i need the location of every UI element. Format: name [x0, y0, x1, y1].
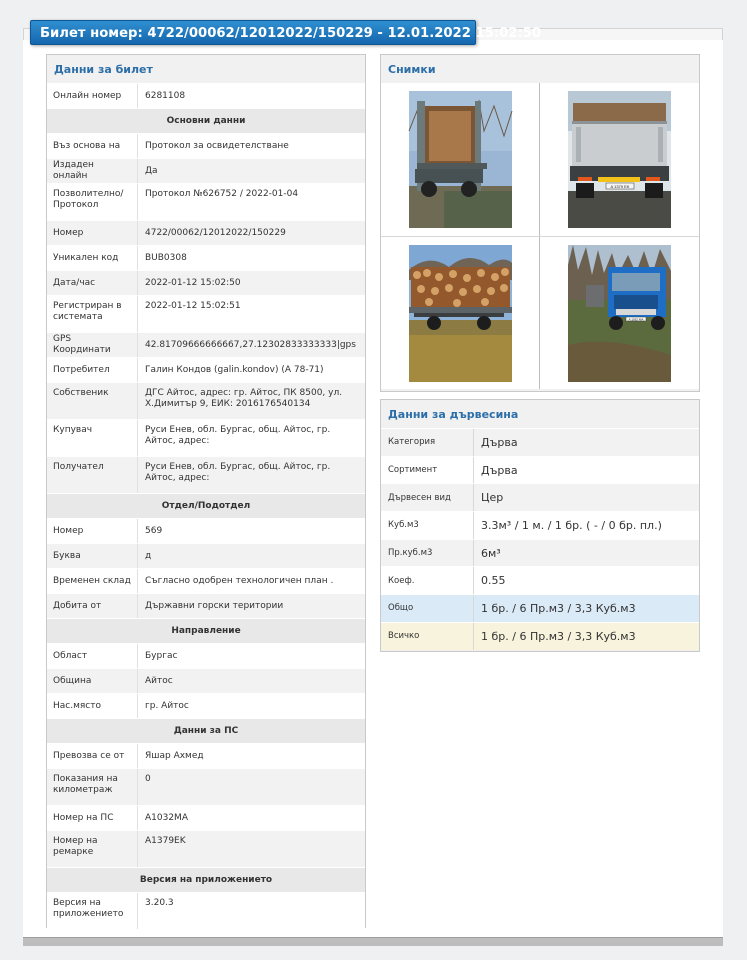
- plate-rear-text: A 1379 EK: [610, 184, 630, 189]
- ticket-row: [47, 830, 365, 867]
- photos-panel: [380, 54, 700, 392]
- plate-front-text: A 1032 MA: [628, 317, 644, 321]
- ticket-row-value: Съгласно одобрен технологичен план .: [145, 575, 334, 586]
- photo-trailer-side[interactable]: [409, 245, 512, 382]
- ticket-row: [47, 892, 365, 929]
- ticket-row-label: Община: [47, 669, 138, 693]
- wood-row-label: Куб.м3: [381, 512, 474, 539]
- ticket-row: [47, 593, 365, 618]
- ticket-row: [47, 768, 365, 805]
- ticket-row-value: 42.81709666666667,27.12302833333333|gps: [145, 339, 356, 350]
- ticket-row-label: Номер: [47, 519, 138, 543]
- ticket-row-value: 2022-01-12 15:02:50: [145, 277, 241, 288]
- ticket-row-value: Руси Енев, обл. Бургас, общ. Айтос, гр. Айтос, адрес:: [145, 425, 331, 446]
- ticket-row: [47, 518, 365, 543]
- wood-row: [381, 539, 699, 567]
- ticket-row-label: Онлайн номер: [47, 84, 138, 108]
- ticket-row-label: Дата/час: [47, 271, 138, 295]
- ticket-row-label: Купувач: [47, 420, 138, 456]
- ticket-row-value: 0: [145, 774, 151, 784]
- wood-row-value: 1 бр. / 6 Пр.м3 / 3,3 Куб.м3: [481, 601, 636, 615]
- ticket-row-label: Версия на приложението: [47, 893, 138, 929]
- ticket-row: [47, 245, 365, 270]
- photo-cell[interactable]: [381, 83, 540, 236]
- wood-row-label: Сортимент: [381, 457, 474, 484]
- ticket-row-label: GPS Координати: [47, 333, 138, 357]
- wood-row-value: 3.3м³ / 1 м. / 1 бр. ( - / 0 бр. пл.): [481, 518, 662, 532]
- ticket-row-value: Галин Кондов (galin.kondov) (A 78-71): [145, 364, 324, 375]
- ticket-row-value: A1379EK: [145, 836, 186, 846]
- photo-trailer-rear[interactable]: [409, 91, 512, 228]
- ticket-row: [47, 83, 365, 108]
- wood-row-value: 1 бр. / 6 Пр.м3 / 3,3 Куб.м3: [481, 629, 636, 643]
- ticket-row-label: Потребител: [47, 358, 138, 382]
- ticket-row-label: Нас.място: [47, 694, 138, 718]
- section-header: Версия на приложението: [47, 867, 365, 892]
- ticket-row-label: Показания на километраж: [47, 769, 138, 805]
- wood-row-label: Всичко: [381, 623, 474, 650]
- wood-data-panel: [380, 399, 700, 652]
- wood-row: [381, 483, 699, 511]
- ticket-row-value: Да: [145, 165, 158, 176]
- ticket-row-value: ДГС Айтос, адрес: гр. Айтос, ПК 8500, ул. Х.Димитър 9, ЕИК: 2016176540134: [145, 388, 343, 409]
- ticket-row-value: Бургас: [145, 650, 178, 661]
- ticket-title-bar: Билет номер: 4722/00062/12012022/150229 - 12.01.2022 15:02:50: [30, 20, 476, 45]
- photo-cell[interactable]: [381, 236, 540, 389]
- wood-data-table: [381, 428, 699, 650]
- ticket-row-label: Буква: [47, 544, 138, 568]
- ticket-row-value: Протокол №626752 / 2022-01-04: [145, 189, 299, 199]
- horizontal-scrollbar[interactable]: [23, 937, 723, 946]
- ticket-row-label: Превозва се от: [47, 744, 138, 768]
- wood-row: [381, 456, 699, 484]
- ticket-row-label: Номер на ПС: [47, 806, 138, 830]
- ticket-row-label: Въз основа на: [47, 134, 138, 158]
- ticket-row: [47, 220, 365, 245]
- wood-row-label: Дървесен вид: [381, 484, 474, 511]
- ticket-panel-title: Данни за билет: [54, 63, 153, 76]
- ticket-row-label: Номер на ремарке: [47, 831, 138, 867]
- ticket-row-label: Издаден онлайн: [47, 159, 138, 183]
- ticket-row-value: Яшар Ахмед: [145, 750, 204, 761]
- wood-panel-title: Данни за дървесина: [388, 408, 519, 421]
- ticket-row-value: 569: [145, 525, 163, 536]
- wood-row-label: Категория: [381, 429, 474, 456]
- wood-row-label: Общо: [381, 595, 474, 622]
- ticket-row: [47, 295, 365, 332]
- ticket-row-value: 4722/00062/12012022/150229: [145, 227, 286, 238]
- photo-grid: [381, 83, 699, 389]
- ticket-row-label: Уникален код: [47, 246, 138, 270]
- ticket-row-label: Регистриран в системата: [47, 296, 138, 332]
- ticket-row: [47, 568, 365, 593]
- wood-grand-total-row: [381, 622, 699, 650]
- ticket-row-label: Област: [47, 644, 138, 668]
- ticket-row: [47, 693, 365, 718]
- wood-row-value: 6м³: [481, 546, 501, 560]
- wood-total-row: [381, 594, 699, 622]
- section-header: Основни данни: [47, 108, 365, 133]
- ticket-row: [47, 743, 365, 768]
- photo-cell[interactable]: [540, 83, 699, 236]
- wood-row-label: Коеф.: [381, 567, 474, 594]
- section-header: Данни за ПС: [47, 718, 365, 743]
- ticket-row-label: Собственик: [47, 383, 138, 419]
- ticket-row: [47, 543, 365, 568]
- section-header: Направление: [47, 618, 365, 643]
- photos-panel-title: Снимки: [388, 63, 436, 76]
- ticket-row: [47, 270, 365, 295]
- wood-row-label: Пр.куб.м3: [381, 540, 474, 567]
- ticket-row-value: Държавни горски територии: [145, 600, 284, 611]
- wood-row-value: Дърва: [481, 435, 518, 449]
- ticket-row-label: Позволително/ Протокол: [47, 184, 138, 220]
- ticket-row: [47, 456, 365, 493]
- ticket-row-value: 2022-01-12 15:02:51: [145, 301, 241, 311]
- ticket-row-label: Получател: [47, 457, 138, 493]
- wood-row-value: 0.55: [481, 574, 506, 588]
- ticket-row: [47, 805, 365, 830]
- ticket-row: [47, 668, 365, 693]
- ticket-row: [47, 332, 365, 357]
- ticket-row: [47, 643, 365, 668]
- ticket-row-value: Руси Енев, обл. Бургас, общ. Айтос, гр. Айтос, адрес:: [145, 462, 331, 483]
- ticket-row-value: 3.20.3: [145, 898, 174, 908]
- photo-truck-back[interactable]: [568, 91, 671, 228]
- ticket-row-value: BUB0308: [145, 252, 187, 263]
- ticket-row-label: Номер: [47, 221, 138, 245]
- ticket-row-value: 6281108: [145, 90, 186, 101]
- ticket-data-table: [47, 83, 365, 929]
- photo-truck-front[interactable]: [568, 245, 671, 382]
- ticket-data-panel: [46, 54, 366, 928]
- section-header: Отдел/Подотдел: [47, 493, 365, 518]
- ticket-row: [47, 183, 365, 220]
- ticket-row: [47, 133, 365, 158]
- ticket-row: [47, 382, 365, 419]
- photo-cell[interactable]: [540, 236, 699, 389]
- ticket-row-label: Добита от: [47, 594, 138, 618]
- ticket-row-value: A1032MA: [145, 812, 188, 823]
- ticket-row: [47, 158, 365, 183]
- wood-row: [381, 566, 699, 594]
- wood-row: [381, 511, 699, 539]
- ticket-row: [47, 419, 365, 456]
- wood-row-value: Цер: [481, 491, 504, 505]
- ticket-row: [47, 357, 365, 382]
- ticket-row-value: Айтос: [145, 675, 173, 686]
- ticket-row-value: гр. Айтос: [145, 700, 189, 711]
- wood-row: [381, 428, 699, 456]
- ticket-row-label: Временен склад: [47, 569, 138, 593]
- ticket-row-value: Протокол за освидетелстване: [145, 140, 289, 151]
- ticket-row-value: д: [145, 550, 152, 561]
- wood-row-value: Дърва: [481, 463, 518, 477]
